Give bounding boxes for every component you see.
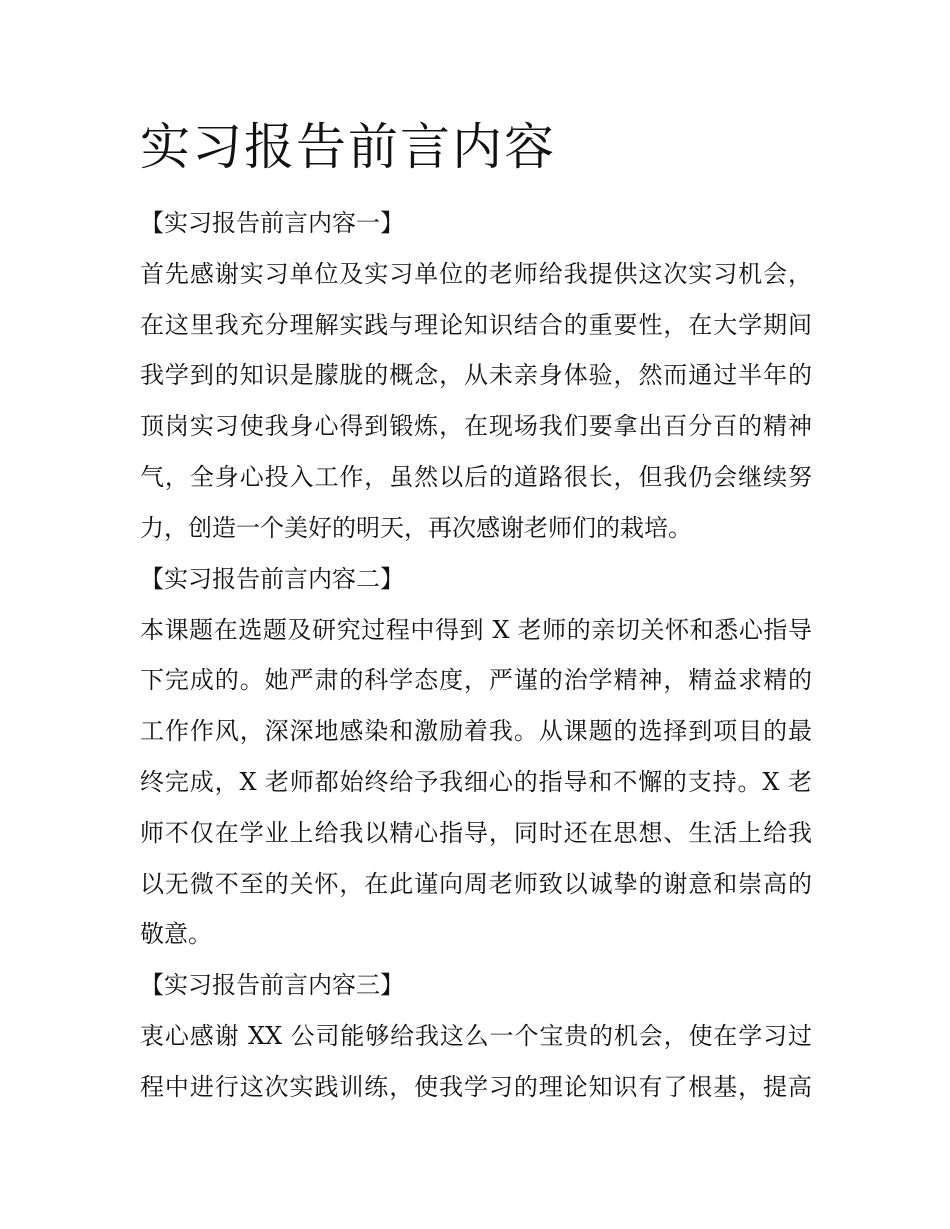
paragraph-line: 终完成，X 老师都始终给予我细心的指导和不懈的支持。X 老 — [140, 768, 812, 796]
paragraph-line: 本课题在选题及研究过程中得到 X 老师的亲切关怀和悉心指导 — [140, 616, 812, 644]
paragraph-line: 以无微不至的关怀，在此谨向周老师致以诚挚的谢意和崇高的 — [140, 870, 812, 898]
paragraph-line: 师不仅在学业上给我以精心指导，同时还在思想、生活上给我 — [140, 819, 812, 847]
paragraph-line: 工作作风，深深地感染和激励着我。从课题的选择到项目的最 — [140, 717, 812, 745]
section-heading-2: 【实习报告前言内容二】 — [140, 565, 404, 593]
paragraph-line: 顶岗实习使我身心得到锻炼，在现场我们要拿出百分百的精神 — [140, 412, 812, 440]
paragraph-line: 下完成的。她严肃的科学态度，严谨的治学精神，精益求精的 — [140, 666, 812, 694]
paragraph-line: 首先感谢实习单位及实习单位的老师给我提供这次实习机会， — [140, 260, 812, 288]
paragraph-line: 程中进行这次实践训练，使我学习的理论知识有了根基，提高 — [140, 1073, 812, 1101]
paragraph-line: 力，创造一个美好的明天，再次感谢老师们的栽培。 — [140, 514, 692, 542]
section-heading-3: 【实习报告前言内容三】 — [140, 971, 404, 999]
section-heading-1: 【实习报告前言内容一】 — [140, 209, 404, 237]
paragraph-line: 衷心感谢 XX 公司能够给我这么一个宝贵的机会，使在学习过 — [140, 1022, 812, 1050]
document-title: 实习报告前言内容 — [140, 118, 556, 176]
paragraph-line: 气，全身心投入工作，虽然以后的道路很长，但我仍会继续努 — [140, 463, 812, 491]
paragraph-line: 在这里我充分理解实践与理论知识结合的重要性，在大学期间 — [140, 311, 812, 339]
paragraph-line: 我学到的知识是朦胧的概念，从未亲身体验，然而通过半年的 — [140, 361, 812, 389]
paragraph-line: 敬意。 — [140, 920, 212, 948]
